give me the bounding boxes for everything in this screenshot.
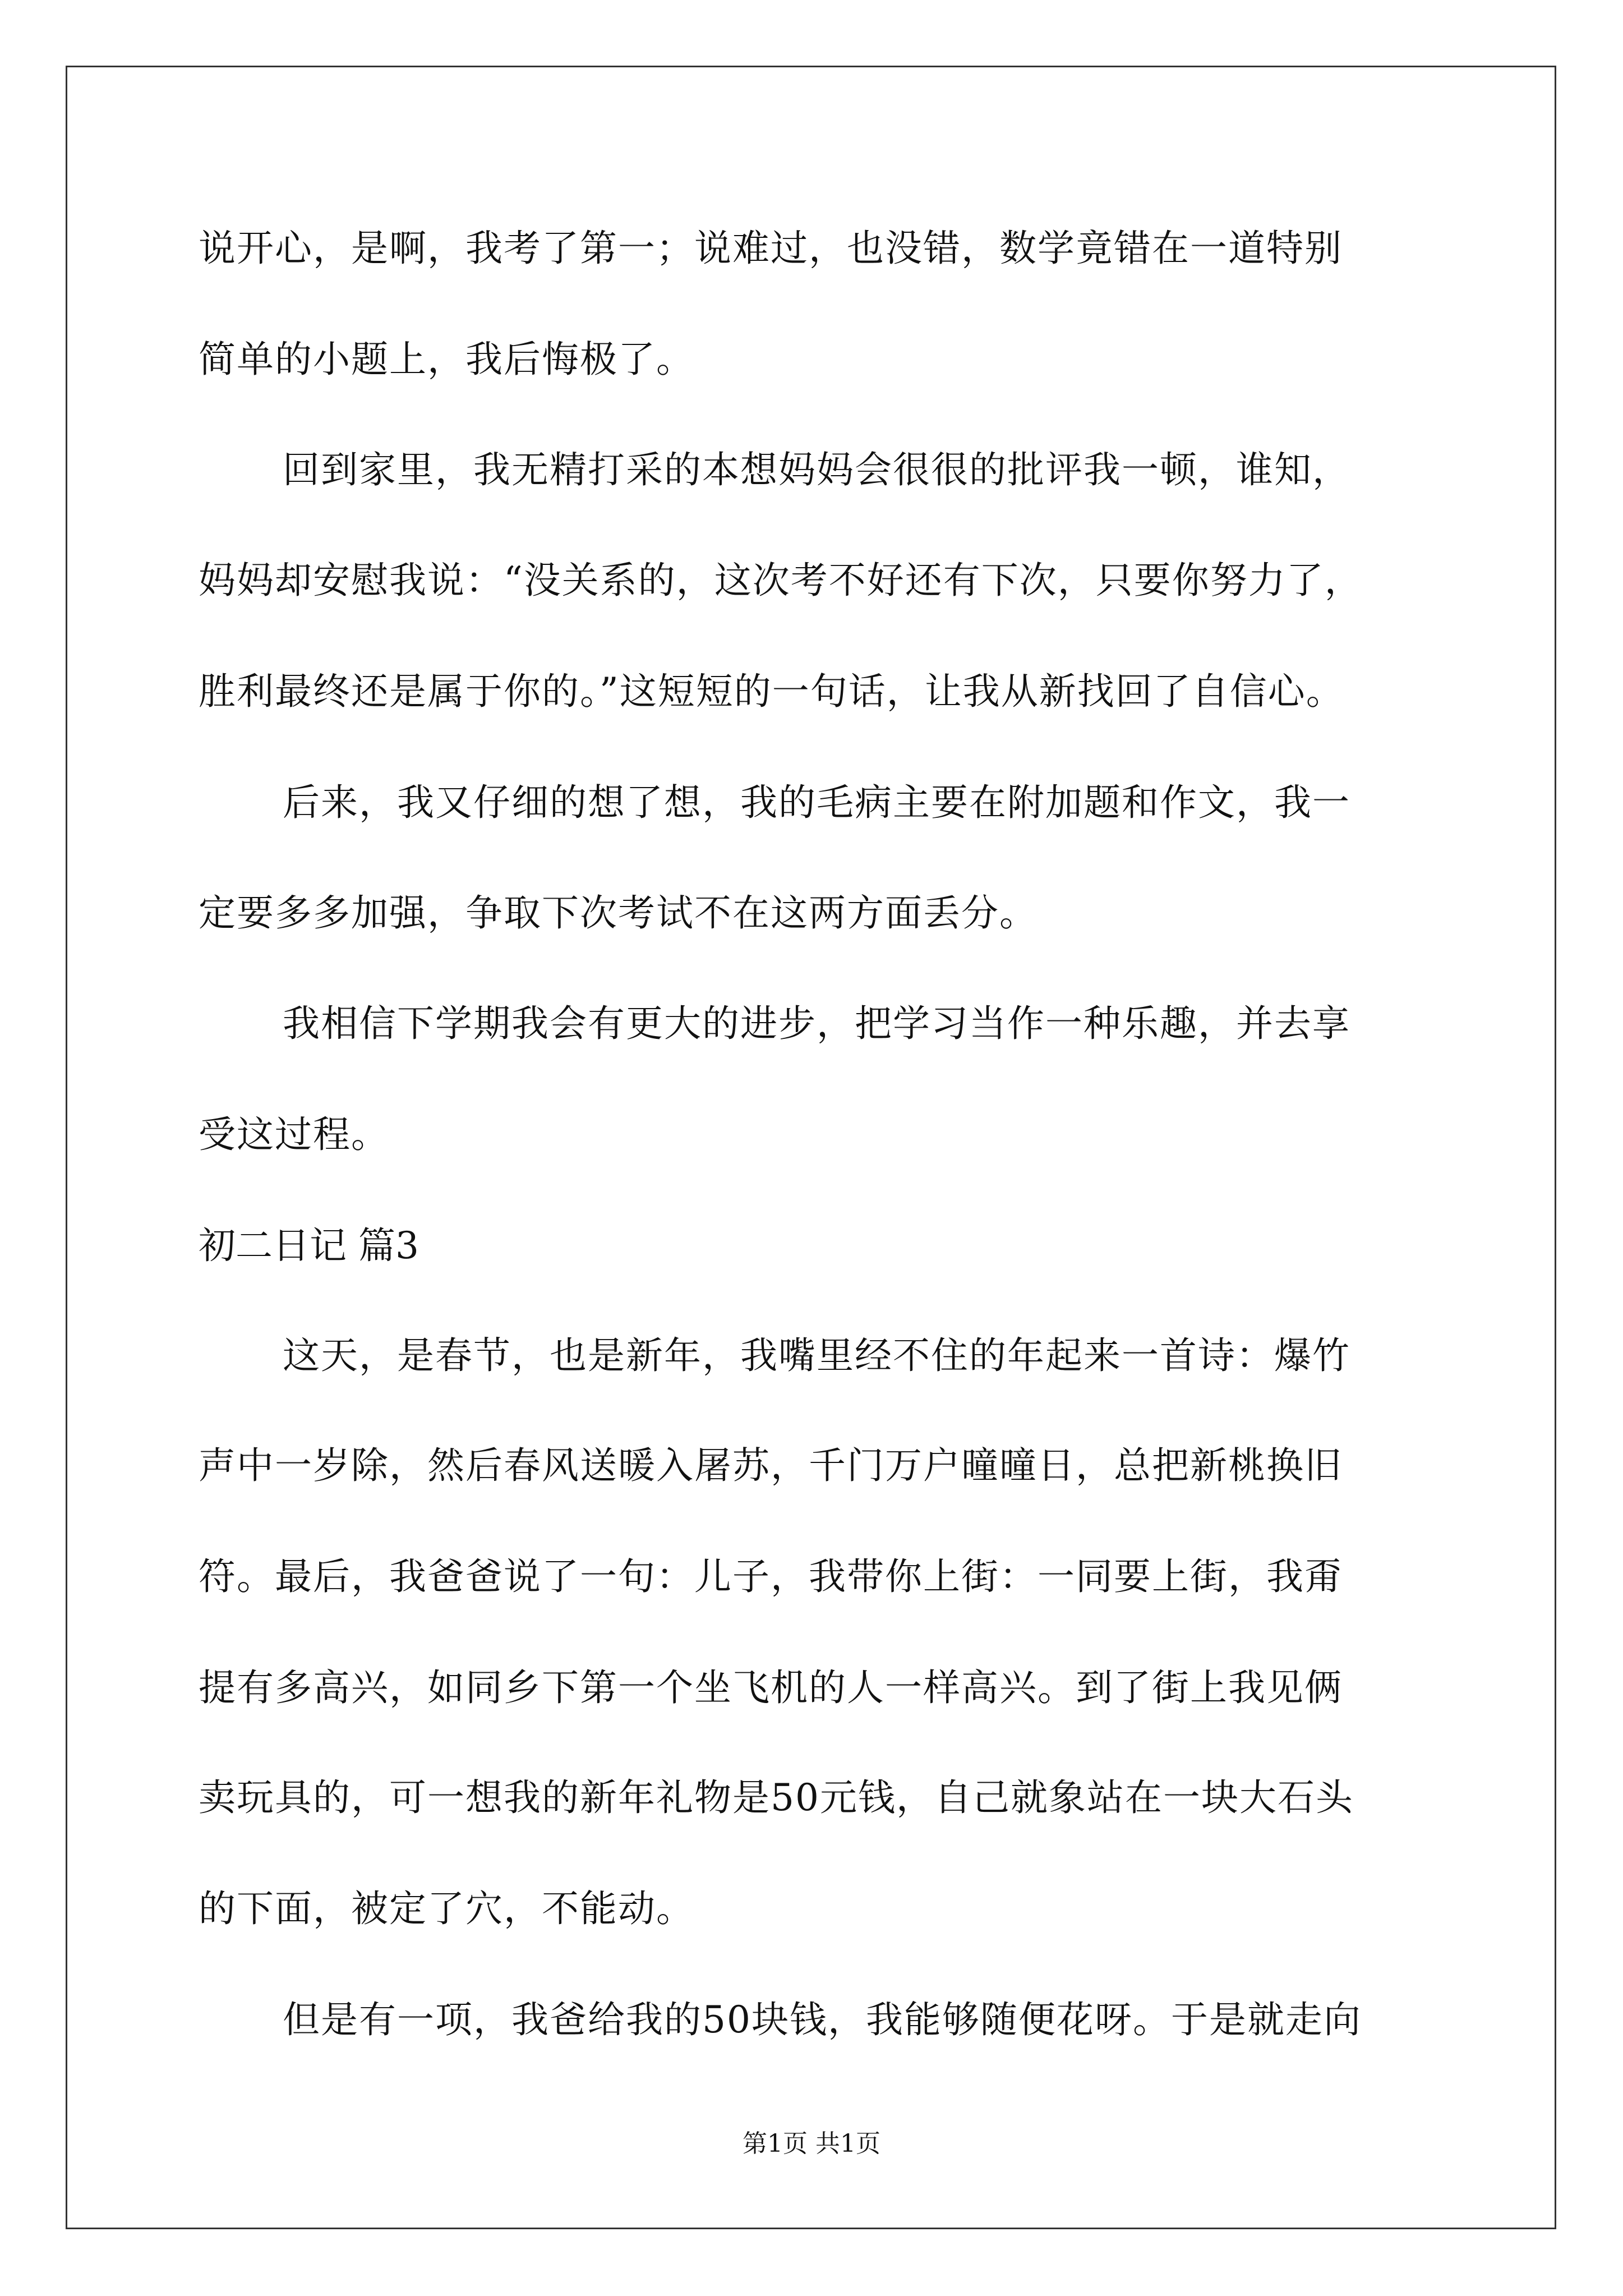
text-line: 提有多高兴，如同乡下第一个坐飞机的人一样高兴。到了街上我见俩: [199, 1666, 1343, 1709]
text-line: 简单的小题上，我后悔极了。: [199, 338, 694, 381]
text-line: 我相信下学期我会有更大的进步，把学习当作一种乐趣，并去享: [283, 1002, 1350, 1045]
text-line: 定要多多加强，争取下次考试不在这两方面丢分。: [199, 891, 1038, 935]
text-line: 卖玩具的，可一想我的新年礼物是50元钱，自己就象站在一块大石头: [199, 1776, 1354, 1819]
text-line: 妈妈却安慰我说：“没关系的，这次考不好还有下次，只要你努力了，: [199, 559, 1363, 602]
text-line: 受这过程。: [199, 1113, 389, 1156]
text-line: 的下面，被定了穴，不能动。: [199, 1887, 694, 1930]
text-line: 后来，我又仔细的想了想，我的毛病主要在附加题和作文，我一: [283, 781, 1350, 824]
section-heading: 初二日记 篇3: [199, 1224, 419, 1267]
text-line: 这天，是春节，也是新年，我嘴里经不住的年起来一首诗：爆竹: [283, 1334, 1350, 1377]
text-line: 胜利最终还是属于你的。”这短短的一句话，让我从新找回了自信心。: [199, 670, 1344, 713]
text-line: 说开心，是啊，我考了第一；说难过，也没错，数学竟错在一道特别: [199, 227, 1343, 270]
text-line: 符。最后，我爸爸说了一句：儿子，我带你上街：一同要上街，我甭: [199, 1555, 1343, 1598]
text-line: 但是有一项，我爸给我的50块钱，我能够随便花呀。于是就走向: [283, 1998, 1362, 2041]
page-footer: 第1页 共1页: [743, 2129, 880, 2158]
text-line: 回到家里，我无精打采的本想妈妈会很很的批评我一顿，谁知，: [283, 448, 1350, 491]
text-line: 声中一岁除，然后春风送暖入屠苏，千门万户曈曈日，总把新桃换旧: [199, 1444, 1343, 1487]
